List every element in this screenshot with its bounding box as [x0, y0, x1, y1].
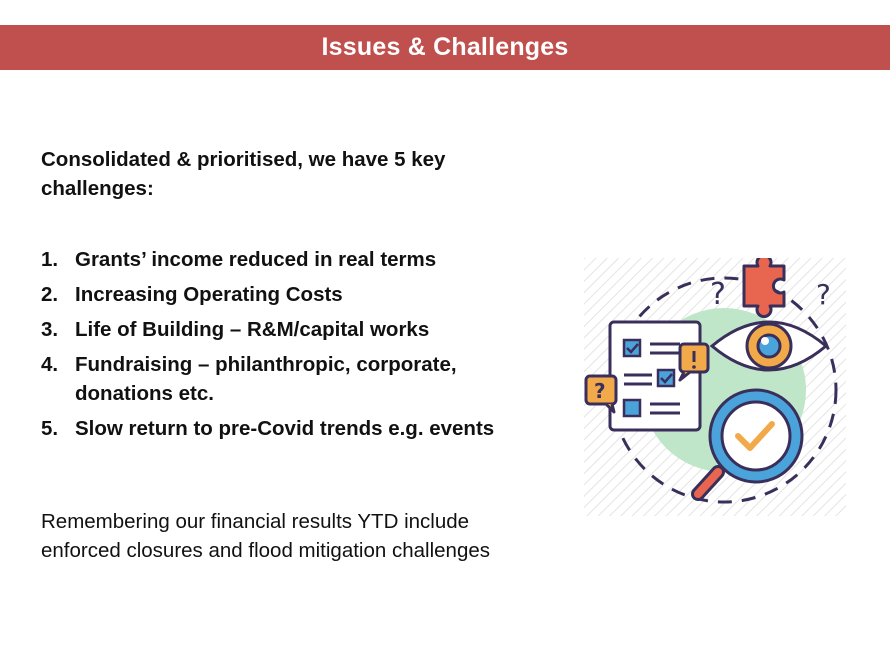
svg-text:?: ? — [594, 379, 606, 403]
list-item — [41, 414, 541, 443]
list-item-text: Life of Building – R&M/capital works — [75, 318, 430, 341]
title-bar — [0, 25, 890, 70]
list-item-text: Grants’ income reduced in real terms — [75, 248, 437, 271]
note-text: Remembering our financial results YTD include enforced closures and flood mitigation challenges — [41, 510, 490, 562]
slide-title: Issues & Challenges — [321, 33, 569, 61]
question-mark-icon: ? — [710, 277, 726, 312]
list-item-number: 5. — [41, 417, 59, 440]
intro-text: Consolidated & prioritised, we have 5 key challenges: — [41, 148, 446, 200]
list-item-number: 3. — [41, 318, 59, 341]
list-item-number: 1. — [41, 248, 59, 271]
list-item — [41, 350, 541, 408]
list-item-number: 2. — [41, 283, 59, 306]
list-item — [41, 245, 541, 274]
list-item-text: Slow return to pre-Covid trends e.g. events — [75, 417, 495, 440]
list-item — [41, 280, 541, 309]
challenge-list — [41, 245, 541, 449]
list-item-number: 4. — [41, 353, 59, 376]
analysis-illustration-icon — [584, 258, 846, 516]
list-item-text: Fundraising – philanthropic, corporate, donations etc. — [75, 353, 457, 405]
question-mark-icon: ? — [816, 278, 831, 311]
list-item-text: Increasing Operating Costs — [75, 283, 343, 306]
list-item — [41, 315, 541, 344]
